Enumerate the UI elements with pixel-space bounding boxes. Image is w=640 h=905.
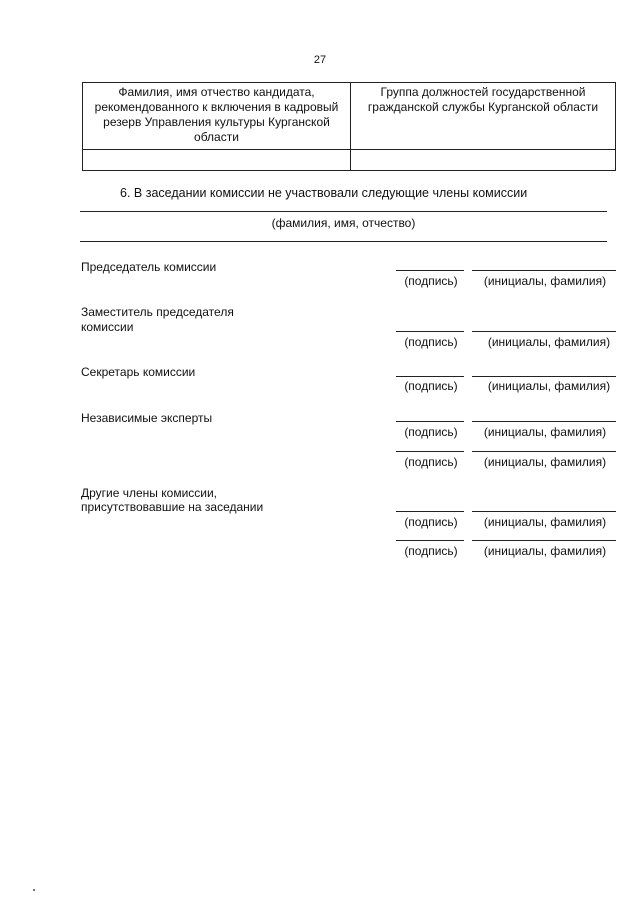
role-experts: Независимые эксперты [81,411,213,425]
signature-caption: (подпись) [404,335,458,349]
name-line [472,511,616,512]
table-cell [351,150,616,171]
name-caption: (инициалы, фамилия) [483,544,607,558]
fio-line-2 [80,241,607,242]
signature-line [396,540,464,541]
signature-line [396,331,464,332]
table-header-candidate: Фамилия, имя отчество кандидата, рекомендованного к включения в кадровый резерв Управления культуры Курганской области [83,83,351,150]
name-line [472,331,616,332]
signature-line [396,421,464,422]
name-caption: (инициалы, фамилия) [487,379,611,393]
role-chairman: Председатель комиссии [81,260,217,274]
name-caption: (инициалы, фамилия) [483,274,607,288]
name-line [472,540,616,541]
signature-line [396,270,464,271]
signature-line [396,451,464,452]
table-header-row [83,83,616,150]
role-secretary: Секретарь комиссии [81,365,196,379]
signature-line [396,376,464,377]
name-caption: (инициалы, фамилия) [483,425,607,439]
signature-caption: (подпись) [404,379,458,393]
signature-caption: (подпись) [404,274,458,288]
signature-caption: (подпись) [404,455,458,469]
fio-line [80,211,607,212]
name-line [472,421,616,422]
signature-caption: (подпись) [404,544,458,558]
role-others-line2: присутствовавшие на заседании [81,500,264,514]
role-deputy-line2: комиссии [81,320,134,334]
name-line [472,376,616,377]
name-caption: (инициалы, фамилия) [483,455,607,469]
role-others-line1: Другие члены комиссии, [81,486,218,500]
name-line [472,451,616,452]
table-header-position-group: Группа должностей государственной гражданской службы Курганской области [351,83,616,150]
signature-caption: (подпись) [404,515,458,529]
candidate-table [82,82,616,171]
name-line [472,270,616,271]
table-cell [83,150,351,171]
page-number: 27 [313,54,327,66]
scan-dot [33,889,35,891]
fio-caption: (фамилия, имя, отчество) [271,216,416,230]
signature-caption: (подпись) [404,425,458,439]
role-deputy-line1: Заместитель председателя [81,305,234,319]
name-caption: (инициалы, фамилия) [487,335,611,349]
absent-members-paragraph: 6. В заседании комиссии не участвовали следующие члены комиссии [120,186,528,200]
signature-line [396,511,464,512]
table-row [83,150,616,171]
name-caption: (инициалы, фамилия) [483,515,607,529]
